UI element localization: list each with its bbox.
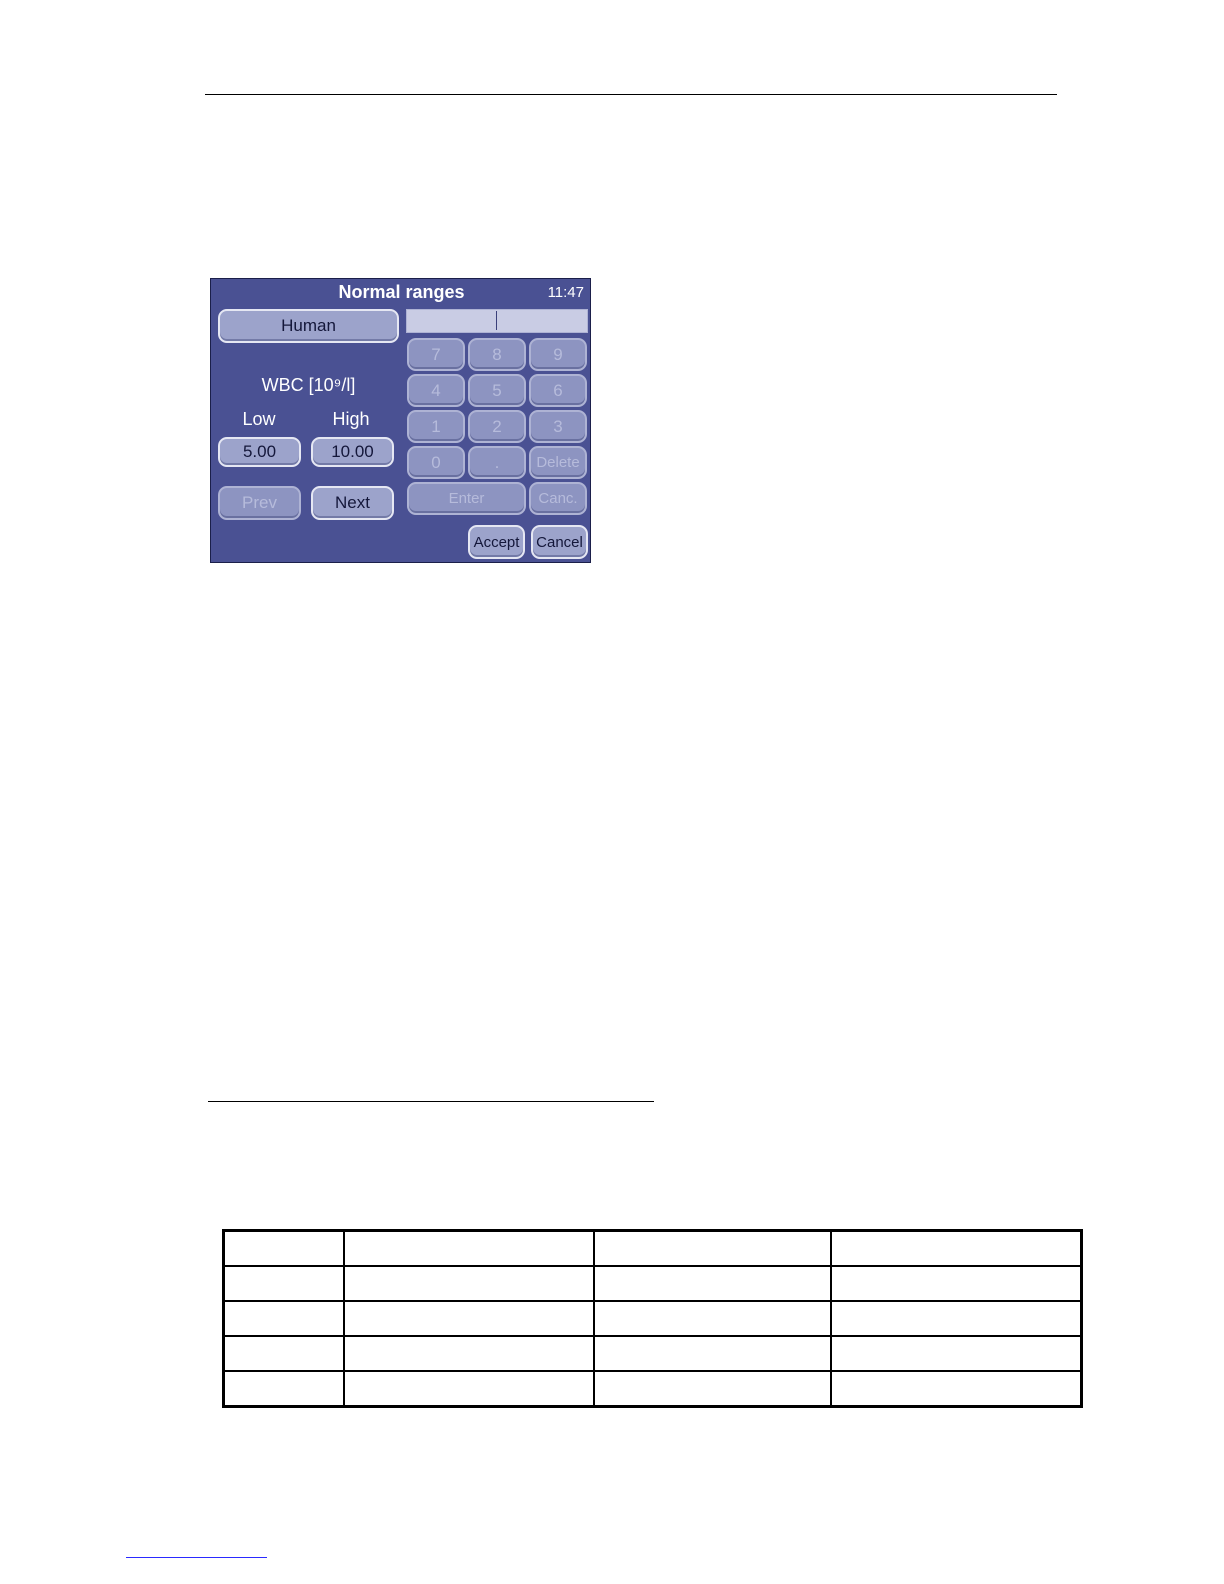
section-rule — [208, 1101, 654, 1102]
key-5-button[interactable]: 5 — [468, 374, 526, 407]
high-value-field[interactable]: 10.00 — [311, 437, 394, 467]
table-cell — [831, 1371, 1082, 1407]
low-label: Low — [242, 409, 276, 429]
key-2-button[interactable]: 2 — [468, 410, 526, 443]
footnote-link-rule — [126, 1557, 267, 1558]
low-value-field[interactable]: 5.00 — [218, 437, 301, 467]
key-delete-button[interactable]: Delete — [529, 446, 587, 479]
key-7-button[interactable]: 7 — [407, 338, 465, 371]
key-8-button[interactable]: 8 — [468, 338, 526, 371]
table-cell — [594, 1371, 831, 1407]
cancel-button[interactable]: Cancel — [531, 525, 588, 559]
device-screen — [210, 278, 591, 563]
table-row — [224, 1266, 1082, 1301]
key-0-button[interactable]: 0 — [407, 446, 465, 479]
header-rule — [205, 94, 1057, 95]
table-cell — [344, 1231, 594, 1267]
prev-button[interactable]: Prev — [218, 486, 301, 520]
key-3-button[interactable]: 3 — [529, 410, 587, 443]
next-button[interactable]: Next — [311, 486, 394, 520]
table-cell — [224, 1336, 344, 1371]
table-row — [224, 1336, 1082, 1371]
screen-title: Normal ranges — [338, 282, 465, 302]
high-label: High — [332, 409, 370, 429]
table-cell — [831, 1231, 1082, 1267]
key-1-button[interactable]: 1 — [407, 410, 465, 443]
table-cell — [224, 1301, 344, 1336]
key-dot-button[interactable]: . — [468, 446, 526, 479]
key-enter-button[interactable]: Enter — [407, 482, 526, 515]
table-cell — [224, 1266, 344, 1301]
accept-button[interactable]: Accept — [468, 525, 525, 559]
table-cell — [831, 1336, 1082, 1371]
table-row — [224, 1371, 1082, 1407]
table-cell — [594, 1336, 831, 1371]
value-input[interactable] — [406, 309, 588, 333]
table-cell — [594, 1266, 831, 1301]
table-row — [224, 1231, 1082, 1267]
table-row — [224, 1301, 1082, 1336]
table-cell — [831, 1266, 1082, 1301]
table-cell — [831, 1301, 1082, 1336]
table-cell — [594, 1231, 831, 1267]
clock: 11:47 — [547, 284, 584, 301]
key-4-button[interactable]: 4 — [407, 374, 465, 407]
key-9-button[interactable]: 9 — [529, 338, 587, 371]
data-table — [222, 1229, 1083, 1408]
key-canc-button[interactable]: Canc. — [529, 482, 587, 515]
key-6-button[interactable]: 6 — [529, 374, 587, 407]
table-cell — [344, 1301, 594, 1336]
table-cell — [224, 1371, 344, 1407]
table-cell — [594, 1301, 831, 1336]
table-cell — [224, 1231, 344, 1267]
species-button[interactable]: Human — [218, 309, 399, 343]
table-cell — [344, 1336, 594, 1371]
table-cell — [344, 1266, 594, 1301]
table-cell — [344, 1371, 594, 1407]
parameter-label: WBC [10⁹/l] — [261, 375, 356, 395]
